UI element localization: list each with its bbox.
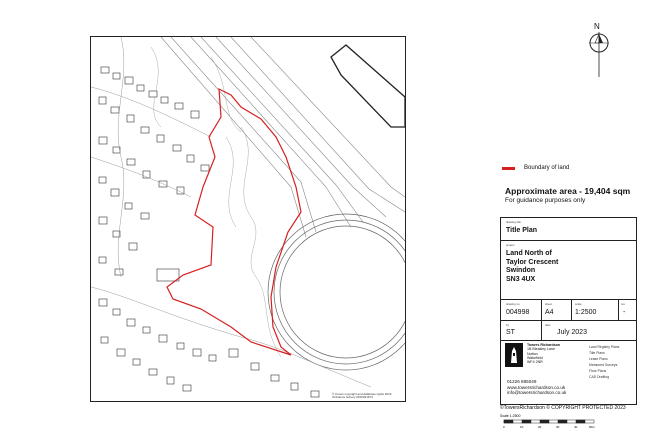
land-boundary [167, 89, 301, 355]
map-copyright [332, 393, 406, 400]
project-lines [506, 250, 558, 284]
site-map[interactable] [90, 36, 406, 402]
drawing-title-caption: drawing title [506, 220, 521, 224]
scale-label: Scale 1:2500 [500, 414, 521, 418]
phone: 01226 885049 [507, 379, 537, 384]
legend-label: Boundary of land [524, 165, 570, 171]
area-title: Approximate area - 19,404 sqm [505, 186, 631, 196]
drawing-no-caption: drawing no [506, 302, 520, 306]
service-item: Title Plans [589, 351, 605, 355]
rev: - [623, 309, 626, 316]
drawing-title: Title Plan [506, 227, 537, 234]
sheet-caption: sheet [545, 302, 552, 306]
date: July 2023 [557, 329, 587, 336]
footer-copyright: ©TowersRichardson © COPYRIGHT PROTECTED 2023 [500, 405, 626, 411]
scale-bar [500, 412, 600, 432]
project-line: Taylor Crescent [506, 258, 559, 266]
map-copyright-line: Ordnance Survey 0100031673 [332, 395, 373, 400]
scale-tick: 0 [503, 425, 505, 429]
sheet: A4 [545, 309, 554, 316]
north-letter: N [594, 22, 600, 31]
scale-caption: scale [575, 302, 582, 306]
contact-details [507, 379, 566, 396]
legend-swatch [502, 167, 515, 170]
service-item: Measured Surveys [589, 363, 618, 367]
company-line: WF4 2NR [527, 360, 543, 365]
by-caption: by [506, 323, 509, 327]
company-line: Notton [527, 351, 538, 356]
drawing-title-row [501, 218, 636, 241]
by-date-row [501, 321, 636, 341]
service-item: CAD Drafting [589, 375, 609, 379]
drawing-info-row [501, 300, 636, 321]
services-list [589, 344, 619, 380]
scale-tick: 40 [574, 425, 578, 429]
service-item: Lease Plans [589, 357, 608, 361]
scale-tick: 20 [538, 425, 542, 429]
scale: 1:2500 [575, 309, 597, 316]
website-link[interactable]: www.towersrichardson.co.uk [507, 384, 566, 390]
title-block [500, 217, 637, 405]
service-item: Land Registry Plans [589, 345, 620, 349]
project-line: SN3 4UX [506, 275, 536, 283]
scale-tick: 30 [556, 425, 560, 429]
map-copyright-line: © Crown copyright and database rights 2023 [332, 392, 392, 396]
scale-tick: 10 [520, 425, 524, 429]
company-line: 1B Bleakley Lane [527, 347, 555, 352]
project-line: Land North of [506, 250, 552, 257]
legend [502, 165, 569, 171]
company-line: Wakefield [527, 355, 543, 360]
rev-caption: rev [621, 302, 625, 306]
project-row [501, 241, 636, 300]
company-address [527, 343, 560, 364]
date-caption: date [545, 323, 551, 327]
email-link[interactable]: info@towersrichardson.co.uk [507, 390, 567, 396]
scale-tick: 50m [589, 425, 595, 429]
project-line: Swindon [506, 267, 536, 274]
service-item: Floor Plans [589, 369, 607, 373]
company-name: Towers Richardson [527, 343, 561, 347]
by: ST [506, 329, 515, 336]
drawing-no: 004998 [506, 309, 530, 316]
map-drawing [91, 37, 405, 401]
company-logo-icon [505, 343, 523, 367]
north-arrow-icon [585, 22, 613, 80]
project-caption: project [506, 243, 515, 247]
area-note: For guidance purposes only [505, 197, 586, 204]
